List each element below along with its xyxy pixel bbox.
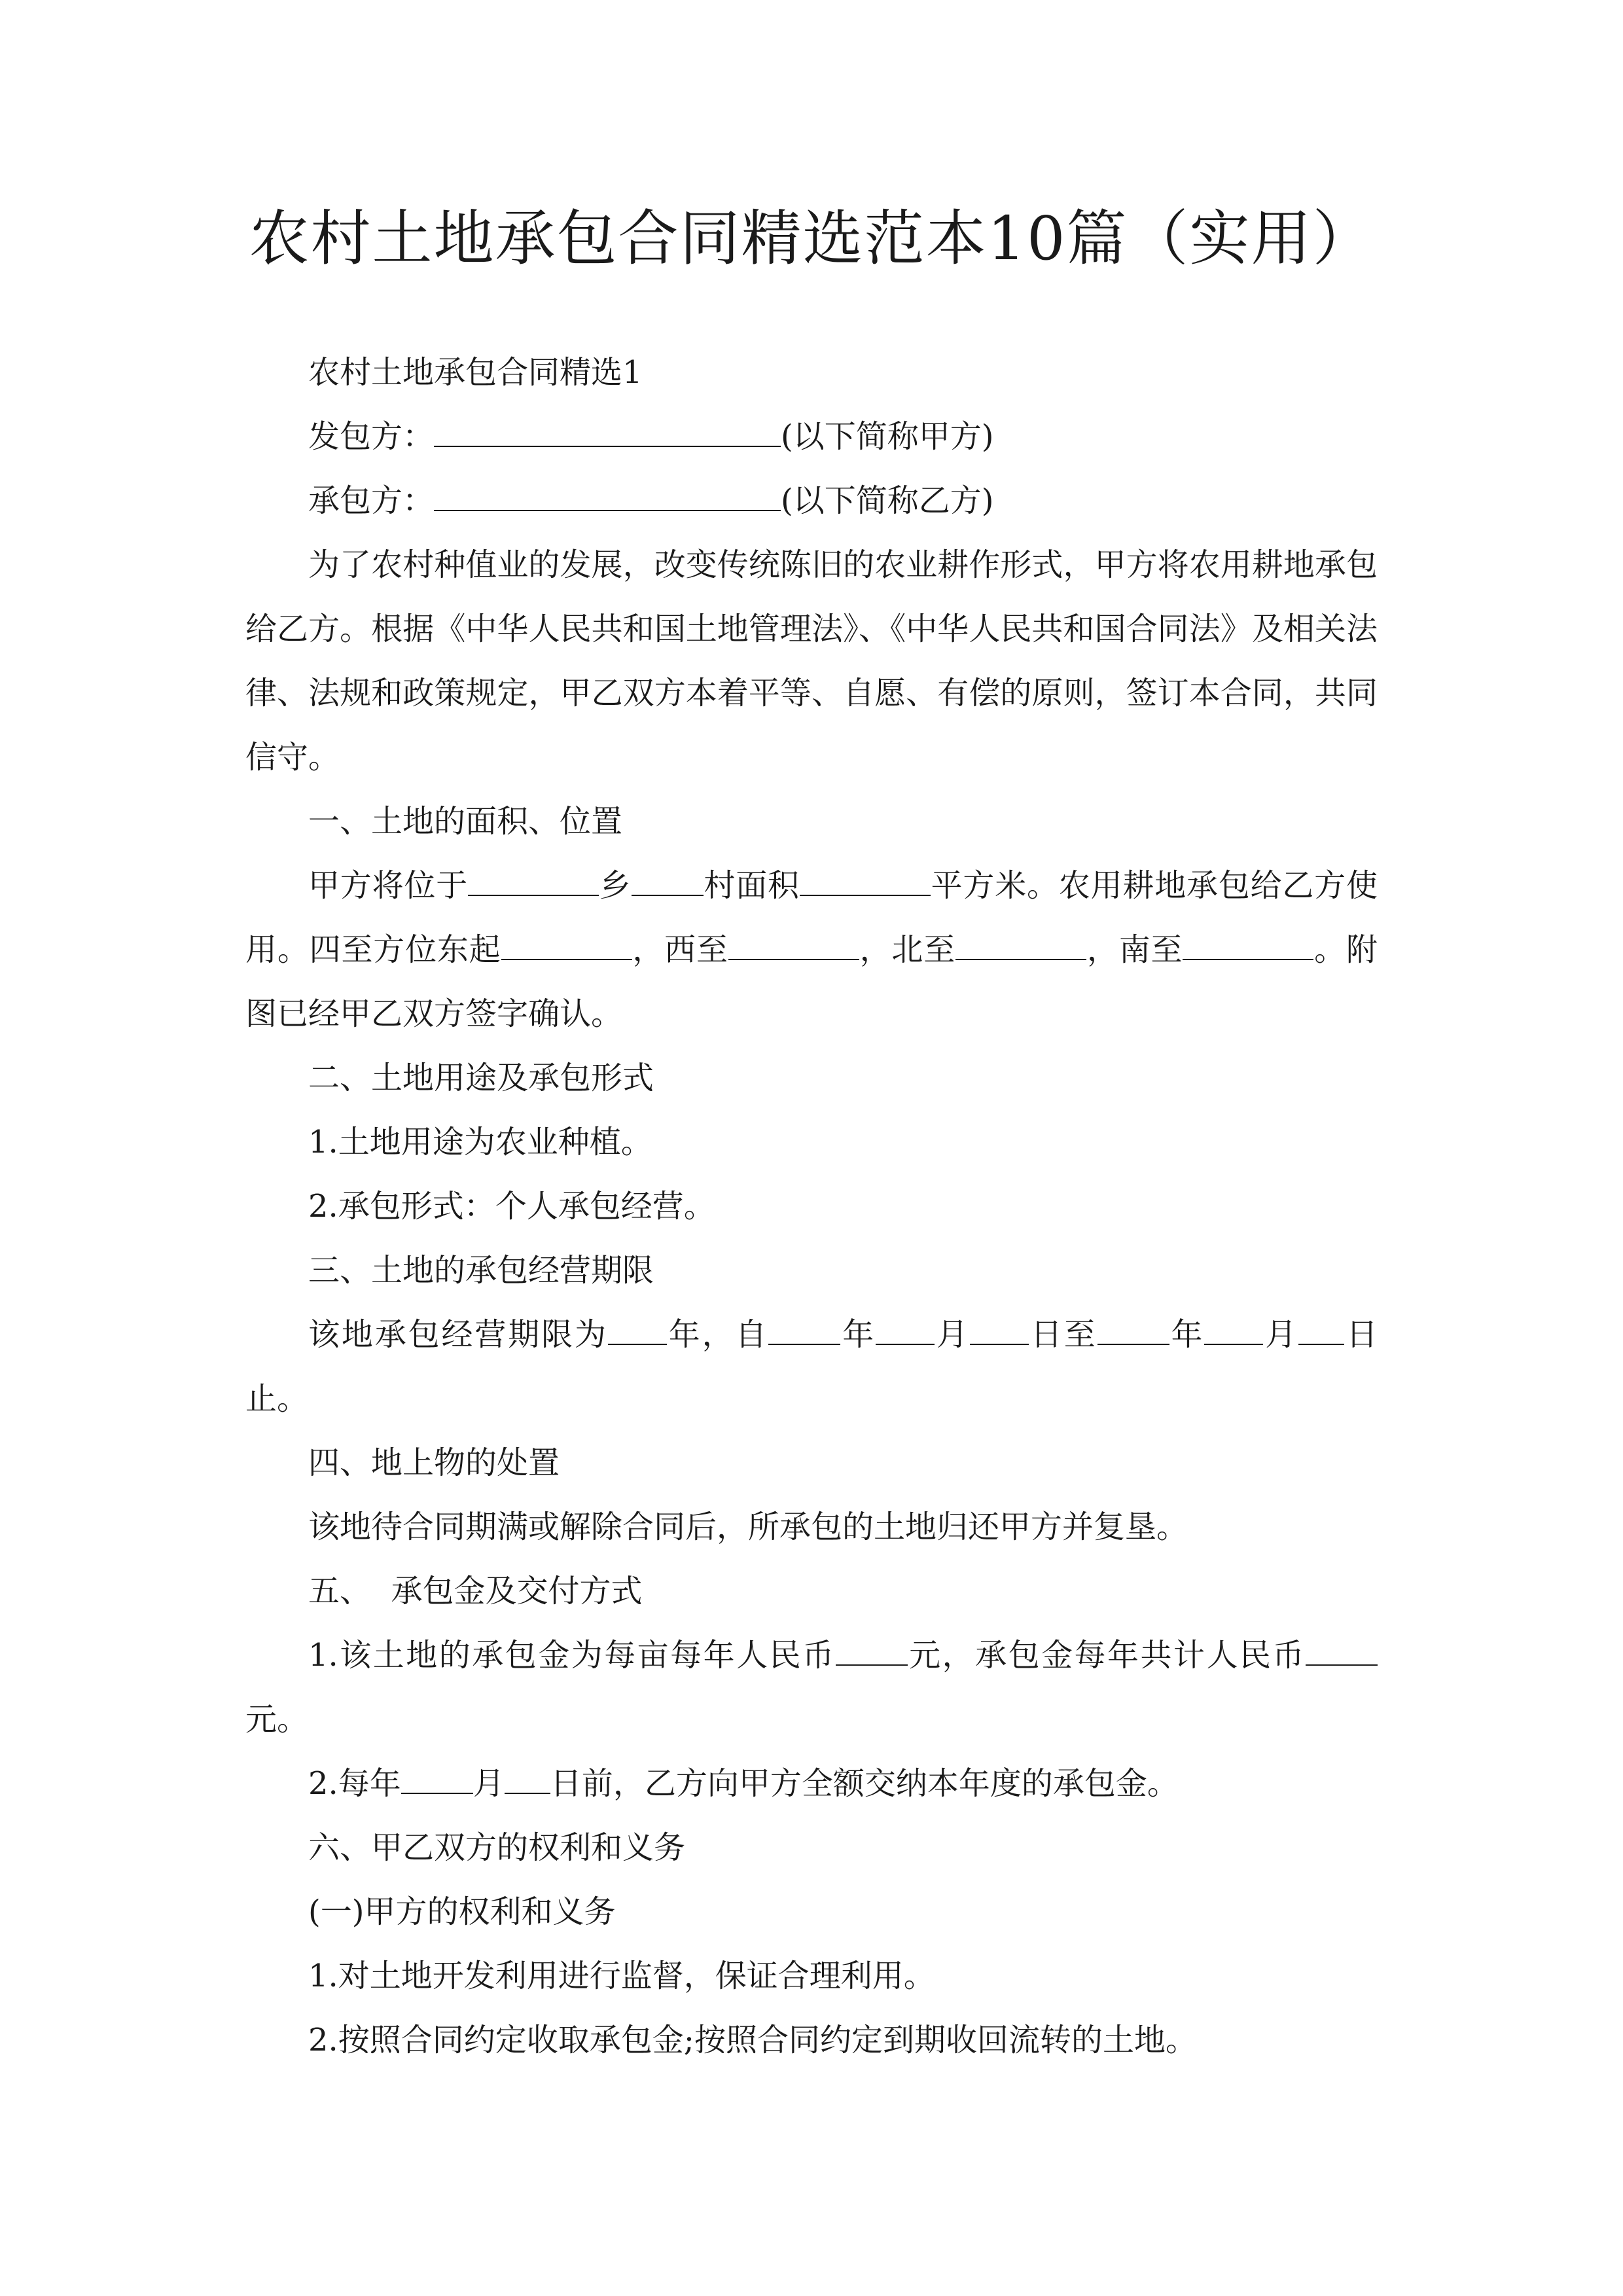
north-blank [955,922,1086,960]
text-span: 日前，乙方向甲方全额交纳本年度的承包金。 [550,1765,1179,1802]
section-1-title: 一、土地的面积、位置 [308,803,623,840]
per-mu-fee-blank [836,1628,908,1666]
pay-day-blank [505,1756,550,1794]
west-blank [728,922,859,960]
text-span: 元。 [245,1701,309,1738]
document-title: 农村土地承包合同精选范本10篇（实用） [249,204,1374,274]
section-3-title: 三、土地的承包经营期限 [308,1252,654,1289]
party-a-blank [434,409,781,447]
section-6-title: 六、甲乙双方的权利和义务 [308,1829,686,1866]
east-blank [501,922,632,960]
section-heading [245,340,1378,404]
party-a-suffix: (以下简称甲方) [781,418,994,455]
party-a-label: 发包方： [308,418,435,455]
text-span: 。附图已经甲乙双方签字确认。 [245,931,1378,1032]
start-year-blank [768,1307,840,1345]
text-span: 元，承包金每年共计人民币 [907,1637,1306,1674]
section-4-title: 四、地上物的处置 [308,1444,560,1481]
town-blank [468,858,599,896]
text-span: 1.该土地的承包金为每亩每年人民币 [308,1637,836,1674]
text-span: 村面积 [703,867,800,904]
party-b-suffix: (以下简称乙方) [781,482,994,519]
document-body [245,340,1378,2072]
years-blank [608,1307,667,1345]
text-span: 日止。 [245,1316,1378,1417]
section-5-item-1 [245,1623,1378,1751]
section-6-item-2: 2.按照合同约定收取承包金;按照合同约定到期收回流转的土地。 [308,2022,1197,2058]
party-b-blank [434,473,781,511]
start-day-blank [970,1307,1029,1345]
text-span: 该地承包经营期限为 [308,1316,608,1353]
preamble-paragraph: 为了农村种值业的发展，改变传统陈旧的农业耕作形式，甲方将农用耕地承包给乙方。根据《中华人民共和国土地管理法》、《中华人民共和国合同法》及相关法律、法规和政策规定，甲乙双方本着平等、自愿、有偿的原则，签订本合同，共同信守。 [245,547,1378,776]
party-a-line [245,404,1378,469]
text-span: 乡 [599,867,632,904]
text-span: ，南至 [1086,931,1183,968]
text-span: 日至 [1028,1316,1097,1353]
end-month-blank [1204,1307,1263,1345]
village-blank [632,858,704,896]
text-span: 年 [840,1316,876,1353]
end-day-blank [1298,1307,1344,1345]
pay-month-blank [401,1756,473,1794]
section-1-paragraph [245,853,1378,1046]
section-5-item-2 [245,1751,1378,1816]
text-span: ，北至 [859,931,956,968]
section-3-paragraph [245,1302,1378,1431]
south-blank [1183,922,1313,960]
section-6-subtitle: (一)甲方的权利和义务 [308,1893,616,1930]
section-2-item-1: 1.土地用途为农业种植。 [308,1124,652,1160]
section-4-paragraph: 该地待合同期满或解除合同后，所承包的土地归还甲方并复垦。 [308,1509,1188,1545]
area-blank [800,858,931,896]
text-span: 月 [1263,1316,1299,1353]
end-year-blank [1097,1307,1169,1345]
party-b-label: 承包方： [308,482,435,519]
section-2-item-2: 2.承包形式：个人承包经营。 [308,1188,715,1225]
total-fee-blank [1306,1628,1378,1666]
text-span: 月 [473,1765,505,1802]
text-span: ，西至 [632,931,728,968]
heading-text: 农村土地承包合同精选1 [308,354,643,391]
section-2-title: 二、土地用途及承包形式 [308,1060,654,1096]
text-span: 2.每年 [308,1765,401,1802]
section-5-title: 五、 承包金及交付方式 [308,1573,643,1609]
text-span: 年 [1169,1316,1205,1353]
text-span: 年，自 [666,1316,769,1353]
start-month-blank [876,1307,935,1345]
text-span: 月 [935,1316,970,1353]
text-span: 平方米。农用耕地承包给乙方使用。四至方位东起 [245,867,1378,968]
section-6-item-1: 1.对土地开发利用进行监督，保证合理利用。 [308,1958,935,1994]
party-b-line [245,469,1378,533]
text-span: 甲方将位于 [308,867,468,904]
